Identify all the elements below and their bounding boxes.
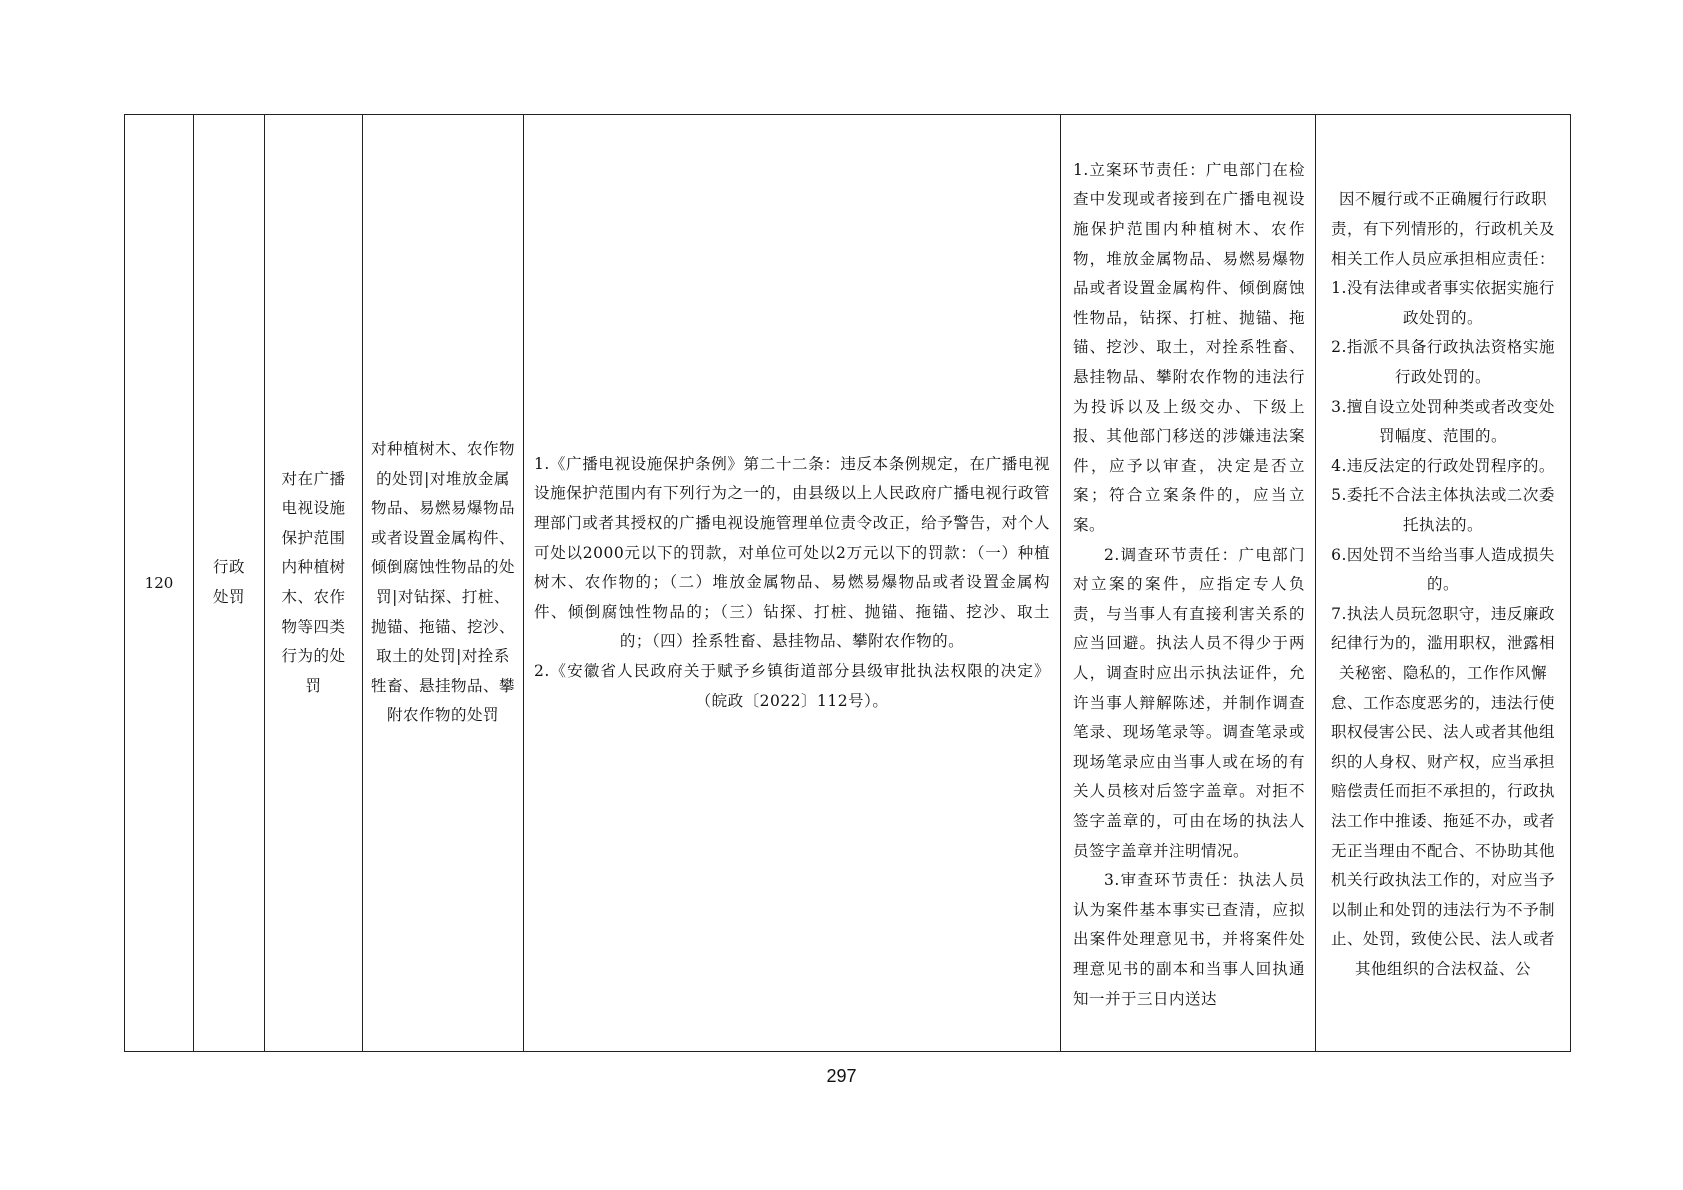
responsibility-cell — [1061, 115, 1316, 1052]
seq-cell — [125, 115, 194, 1052]
table-row — [125, 115, 1571, 1052]
item-name-cell — [265, 115, 363, 1052]
accountability-paragraph: 7.执法人员玩忽职守，违反廉政纪律行为的，滥用职权，泄露相关秘密、隐私的，工作作风懈怠、工作态度恶劣的，违法行使职权侵害公民、法人或者其他组织的人身权、财产权，应当承担赔偿责任而拒不承担的，行政执法工作中推诿、拖延不办，或者无正当理由不配合、不协助其他机关行政执法工作的，对应当予以制止和处罚的违法行为不予制止、处罚，致使公民、法人或者其他组织的合法权益、公 — [1330, 604, 1555, 978]
accountability-paragraph: 3.擅自设立处罚种类或者改变处罚幅度、范围的。 — [1331, 397, 1555, 446]
accountability-cell — [1316, 115, 1571, 1052]
basis-cell — [524, 115, 1061, 1052]
item-name-text: 对在广播电视设施保护范围内种植树木、农作物等四类行为的处罚 — [281, 469, 346, 695]
basis-paragraph: 1.《广播电视设施保护条例》第二十二条：违反本条例规定，在广播电视设施保护范围内有下列行为之一的，由县级以上人民政府广播电视行政管理部门或者其授权的广播电视设施管理单位责令改正，给予警告，对个人可处以2000元以下的罚款，对单位可处以2万元以下的罚款：（一）种植树木、农作物的；（二）堆放金属物品、易燃易爆物品或者设置金属构件、倾倒腐蚀性物品的；（三）钻探、打桩、抛锚、拖锚、挖沙、取土的；（四）拴系牲畜、悬挂物品、攀附农作物的。 — [534, 454, 1050, 651]
responsibility-paragraph: 3.审查环节责任：执法人员认为案件基本事实已查清，应拟出案件处理意见书，并将案件处理意见书的副本和当事人回执通知一并于三日内送达 — [1073, 871, 1305, 1008]
page-number: 297 — [826, 1066, 857, 1086]
basis-paragraph: 2.《安徽省人民政府关于赋予乡镇街道部分县级审批执法权限的决定》（皖政〔2022〕112号）。 — [534, 661, 1050, 710]
accountability-paragraph: 2.指派不具备行政执法资格实施行政处罚的。 — [1331, 338, 1555, 387]
accountability-paragraph: 6.因处罚不当给当事人造成损失的。 — [1331, 545, 1555, 594]
accountability-paragraph: 因不履行或不正确履行行政职责，有下列情形的，行政机关及相关工作人员应承担相应责任： — [1330, 190, 1555, 268]
responsibility-paragraph: 2.调查环节责任：广电部门对立案的案件，应指定专人负责，与当事人有直接利害关系的应当回避。执法人员不得少于两人，调查时应出示执法证件，允许当事人辩解陈述，并制作调查笔录、现场笔录等。调查笔录或现场笔录应由当事人或在场的有关人员核对后签字盖章。对拒不签字盖章的，可由在场的执法人员签字盖章并注明情况。 — [1073, 545, 1305, 860]
category-cell — [194, 115, 265, 1052]
seq-number: 120 — [144, 574, 174, 592]
accountability-paragraph: 4.违反法定的行政处罚程序的。 — [1331, 456, 1555, 475]
category-text: 行政处罚 — [212, 558, 245, 606]
sub-items-text: 对种植树木、农作物的处罚|对堆放金属物品、易燃易爆物品或者设置金属构件、倾倒腐蚀性物品的处罚|对钻探、打桩、抛锚、拖锚、挖沙、取土的处罚|对拴系牲畜、悬挂物品、攀附农作物的处罚 — [371, 440, 516, 725]
accountability-paragraph: 5.委托不合法主体执法或二次委托执法的。 — [1331, 486, 1555, 535]
sub-items-cell — [363, 115, 524, 1052]
power-list-table — [124, 114, 1571, 1052]
accountability-paragraph: 1.没有法律或者事实依据实施行政处罚的。 — [1331, 279, 1555, 327]
responsibility-paragraph: 1.立案环节责任：广电部门在检查中发现或者接到在广播电视设施保护范围内种植树木、农作物，堆放金属物品、易燃易爆物品或者设置金属构件、倾倒腐蚀性物品，钻探、打桩、抛锚、拖锚、挖沙、取土，对拴系牲畜、悬挂物品、攀附农作物的违法行为投诉以及上级交办、下级上报、其他部门移送的涉嫌违法案件，应予以审查，决定是否立案；符合立案条件的，应当立案。 — [1073, 160, 1305, 535]
